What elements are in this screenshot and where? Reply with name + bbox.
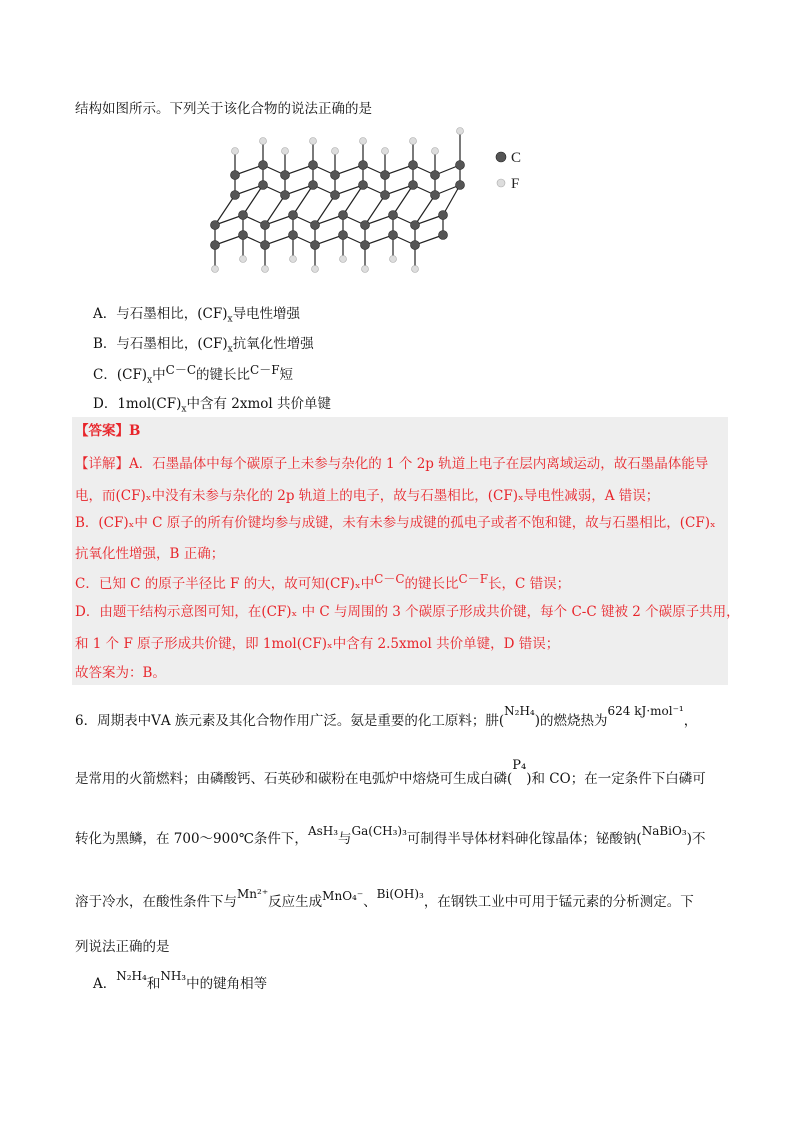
subscript: x bbox=[227, 344, 233, 355]
formula: C－C bbox=[165, 363, 197, 377]
explanation-line: D．由题干结构示意图可知，在(CF)ₓ 中 C 与周围的 3 个碳原子形成共价键，每个 C-C 键被 2 个碳原子共用， bbox=[75, 604, 740, 620]
option-text: 1mol(CF) bbox=[117, 396, 182, 412]
option-d bbox=[93, 395, 331, 419]
question-text: )和 CO；在一定条件下白磷可 bbox=[526, 771, 706, 787]
option-text: 与石墨相比，(CF) bbox=[116, 306, 228, 322]
question-6-line bbox=[75, 887, 694, 911]
answer-label: 【答案】B bbox=[75, 423, 141, 439]
option-a bbox=[93, 305, 300, 329]
option-b bbox=[93, 335, 314, 359]
question-text: 6．周期表中ⅤA 族元素及其化合物作用广泛。氨是重要的化工原料；肼( bbox=[75, 713, 505, 729]
explanation-text: C．已知 C 的原子半径比 F 的大，故可知(CF)ₓ中 bbox=[75, 576, 375, 592]
explanation-line: 故答案为：B。 bbox=[75, 665, 166, 681]
fluorine-legend-icon bbox=[497, 179, 505, 187]
cf-structure-figure bbox=[75, 125, 535, 290]
option-text: 抗氧化性增强 bbox=[232, 336, 314, 352]
option-text: 与石墨相比，(CF) bbox=[116, 336, 228, 352]
question-text: )不 bbox=[686, 831, 706, 847]
formula: Bi(OH)₃ bbox=[376, 887, 424, 901]
question-text: ， bbox=[683, 713, 698, 729]
formula: AsH₃ bbox=[307, 824, 339, 838]
option-text: 的键长比 bbox=[196, 367, 251, 383]
option-text: 导电性增强 bbox=[232, 306, 301, 322]
subscript: x bbox=[181, 404, 187, 415]
formula: C－F bbox=[250, 363, 280, 377]
option-a bbox=[93, 969, 268, 993]
formula: N₂H₄ bbox=[116, 969, 147, 983]
option-letter: A． bbox=[93, 976, 117, 992]
option-c bbox=[93, 363, 294, 390]
intro-text: 结构如图所示。下列关于该化合物的说法正确的是 bbox=[75, 101, 372, 117]
question-6-line bbox=[75, 704, 698, 730]
formula: C－F bbox=[458, 572, 489, 586]
question-6-line bbox=[75, 758, 706, 789]
option-text: 中含有 2xmol 共价单键 bbox=[186, 396, 332, 412]
option-letter: C． bbox=[93, 367, 117, 383]
option-text: 中 bbox=[152, 367, 166, 383]
explanation-text: 的键长比 bbox=[404, 576, 459, 592]
carbon-legend-icon bbox=[496, 152, 506, 162]
legend-f-label: F bbox=[511, 176, 520, 192]
question-text: 转化为黑鳞，在 700～900℃条件下， bbox=[75, 831, 308, 847]
option-text: 和 bbox=[146, 976, 161, 992]
question-text: 、 bbox=[363, 894, 377, 910]
option-text: (CF) bbox=[116, 367, 148, 383]
formula: Ga(CH₃)₃ bbox=[351, 824, 407, 838]
explanation-line: 和 1 个 F 原子形成共价键，即 1mol(CF)ₓ中含有 2.5xmol 共价单键，D 错误； bbox=[75, 636, 560, 652]
question-text: 反应生成 bbox=[268, 894, 323, 910]
formula: 624 kJ·mol⁻¹ bbox=[607, 704, 684, 718]
option-text: 短 bbox=[279, 367, 294, 383]
explanation-line: 【详解】A．石墨晶体中每个碳原子上未参与杂化的 1 个 2p 轨道上电子在层内离域运动，故石墨晶体能导 bbox=[75, 456, 709, 472]
option-letter: B． bbox=[93, 336, 117, 352]
option-letter: D． bbox=[93, 396, 118, 412]
explanation-text: 长，C 错误； bbox=[488, 576, 571, 592]
formula: N₂H₄ bbox=[504, 704, 535, 718]
question-text: ，在钢铁工业中可用于锰元素的分析测定。下 bbox=[423, 894, 694, 910]
explanation-line: 电，而(CF)ₓ中没有未参与杂化的 2p 轨道上的电子，故与石墨相比，(CF)ₓ导电性减弱，A 错误； bbox=[75, 488, 660, 504]
subscript: x bbox=[227, 314, 233, 325]
option-text: 中的键角相等 bbox=[186, 976, 268, 992]
formula: NH₃ bbox=[160, 969, 187, 983]
explanation-line bbox=[75, 572, 571, 593]
question-text: 溶于冷水，在酸性条件下与 bbox=[75, 894, 237, 910]
subscript: x bbox=[147, 375, 153, 386]
question-6-line: 列说法正确的是 bbox=[75, 939, 170, 955]
explanation-line: B．(CF)ₓ中 C 原子的所有价键均参与成键，未有未参与成键的孤电子或者不饱和键，故与石墨相比，(CF)ₓ bbox=[75, 515, 716, 531]
explanation-line: 抗氧化性增强，B 正确； bbox=[75, 546, 225, 562]
formula: P₄ bbox=[512, 758, 527, 773]
formula: NaBiO₃ bbox=[641, 824, 687, 838]
question-text: 可制得半导体材料砷化镓晶体；铋酸钠( bbox=[406, 831, 642, 847]
formula: Mn²⁺ bbox=[237, 887, 269, 901]
question-text: 与 bbox=[338, 831, 352, 847]
cf-lattice-diagram bbox=[75, 125, 535, 290]
legend-c-label: C bbox=[511, 150, 522, 166]
option-letter: A． bbox=[93, 306, 117, 322]
formula: MnO₄⁻ bbox=[322, 889, 364, 903]
question-6-line bbox=[75, 824, 706, 848]
question-text: 是常用的火箭燃料；由磷酸钙、石英砂和碳粉在电弧炉中熔烧可生成白磷( bbox=[75, 771, 513, 787]
question-text: )的燃烧热为 bbox=[534, 713, 608, 729]
formula: C－C bbox=[374, 572, 405, 586]
